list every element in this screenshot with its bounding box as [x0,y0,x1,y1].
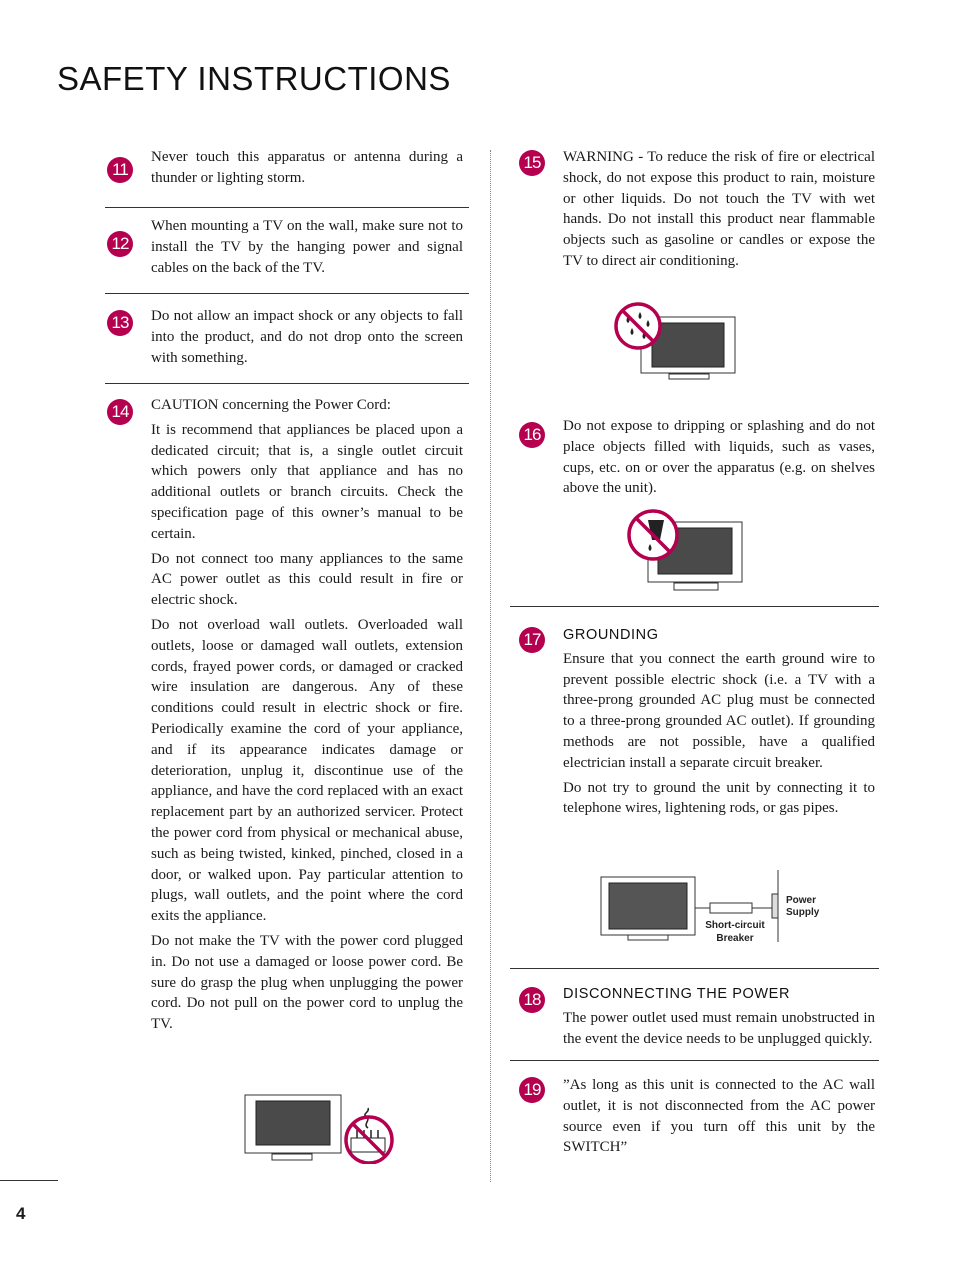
paragraph: Do not expose to dripping or splashing and do not place objects filled with liquids, such as vases, cups, etc. on or over the apparatus (e.g. on shelves above the unit). [563,418,875,497]
vase-icon [629,511,677,559]
paragraph: Never touch this apparatus or antenna during a thunder or lighting storm. [151,149,463,186]
divider [510,1060,879,1061]
item-19-text [563,1075,875,1162]
tv-water-prohibited-illustration [614,302,738,382]
item-number-badge: 13 [107,310,133,336]
item-11-text [151,147,463,193]
item-17-text [563,625,875,823]
divider [105,383,469,384]
item-number-badge: 14 [107,399,133,425]
divider [510,606,879,607]
breaker-label: Short-circuit [705,920,765,931]
paragraph: Do not connect too many appliances to the same AC power outlet as this could result in fire or electric shock. [151,550,463,609]
paragraph: The power outlet used must remain unobstructed in the event the device needs to be unplugged quickly. [563,1009,875,1047]
section-heading: DISCONNECTING THE POWER [563,986,791,1002]
water-drops-icon [616,304,660,348]
paragraph: Do not try to ground the unit by connecting it to telephone wires, lightening rods, or gas pipes. [563,779,875,817]
paragraph: When mounting a TV on the wall, make sure not to install the TV by the hanging power and signal cables on the back of the TV. [151,218,463,276]
paragraph: ”As long as this unit is connected to the AC wall outlet, it is not disconnected from the AC power source even if you turn off this unit by the SWITCH” [563,1077,875,1156]
item-number-badge: 16 [519,422,545,448]
unplugged-cord-icon [351,1108,385,1152]
grounding-diagram [598,868,838,944]
item-number-badge: 12 [107,231,133,257]
column-divider [490,150,491,1182]
item-number-badge: 11 [107,157,133,183]
footer-rule [0,1180,58,1181]
item-number-badge: 19 [519,1077,545,1103]
page-number: 4 [16,1204,26,1223]
item-16-text [563,416,875,503]
tv-liquid-prohibited-illustration [626,508,746,594]
item-number-badge: 15 [519,150,545,176]
divider [105,293,469,294]
item-13-text [151,306,463,372]
paragraph: Ensure that you connect the earth ground wire to prevent possible electric shock (i.e. a TV with a three-prong grounded AC plug must be connected to a three-prong grounded AC outlet). If grounding methods are not possible, have a qualified electrician install a separate circuit breaker. [563,650,875,771]
item-number-badge: 17 [519,627,545,653]
item-15-text [563,147,875,276]
paragraph: Do not allow an impact shock or any objects to fall into the product, and do not drop onto the screen with something. [151,308,463,366]
section-heading: GROUNDING [563,627,659,643]
paragraph: Do not overload wall outlets. Overloaded wall outlets, loose or damaged wall outlets, extension cords, frayed power cords, or damaged or cracked wire insulation are dangerous. Any of these conditions could result in electric shock or fire. Periodically examine the cord of your appliance, and if its appearance indicates damage or deterioration, unplug it, discontinue use of the appliance, and have the cord replaced with an exact replacement part by an authorized servicer. Protect the power cord from physical or mechanical abuse, such as being twisted, kinked, pinched, closed in a door, or walked upon. Pay particular attention to plugs, wall outlets, and the point where the cord exits the appliance. [151,616,463,925]
breaker-label: Breaker [716,933,754,944]
item-18-text [563,984,875,1053]
divider [105,207,469,208]
item-number-badge: 18 [519,987,545,1013]
paragraph: It is recommend that appliances be placed upon a dedicated circuit; that is, a single outlet circuit which powers only that appliance and has no additional outlets or branch circuits. Check the specification page of this owner’s manual to be certain. [151,421,463,542]
power-supply-label: Supply [786,907,820,918]
paragraph: Do not make the TV with the power cord plugged in. Do not use a damaged or loose power cord. Be sure do grasp the plug when unplugging the power cord. Do not pull on the power cord to unplug the TV. [151,932,463,1033]
lead-text: CAUTION concerning the Power Cord: [151,397,391,413]
power-supply-label: Power [786,895,817,906]
item-14-text [151,395,463,1039]
item-12-text [151,216,463,282]
tv-power-cord-prohibited-illustration [244,1094,399,1164]
paragraph: WARNING - To reduce the risk of fire or electrical shock, do not expose this product to rain, moisture or other liquids. Do not touch the TV with wet hands. Do not install this product near flammable objects such as gasoline or candles or expose the TV to direct air conditioning. [563,149,875,269]
divider [510,968,879,969]
page-title: SAFETY INSTRUCTIONS [57,60,451,97]
